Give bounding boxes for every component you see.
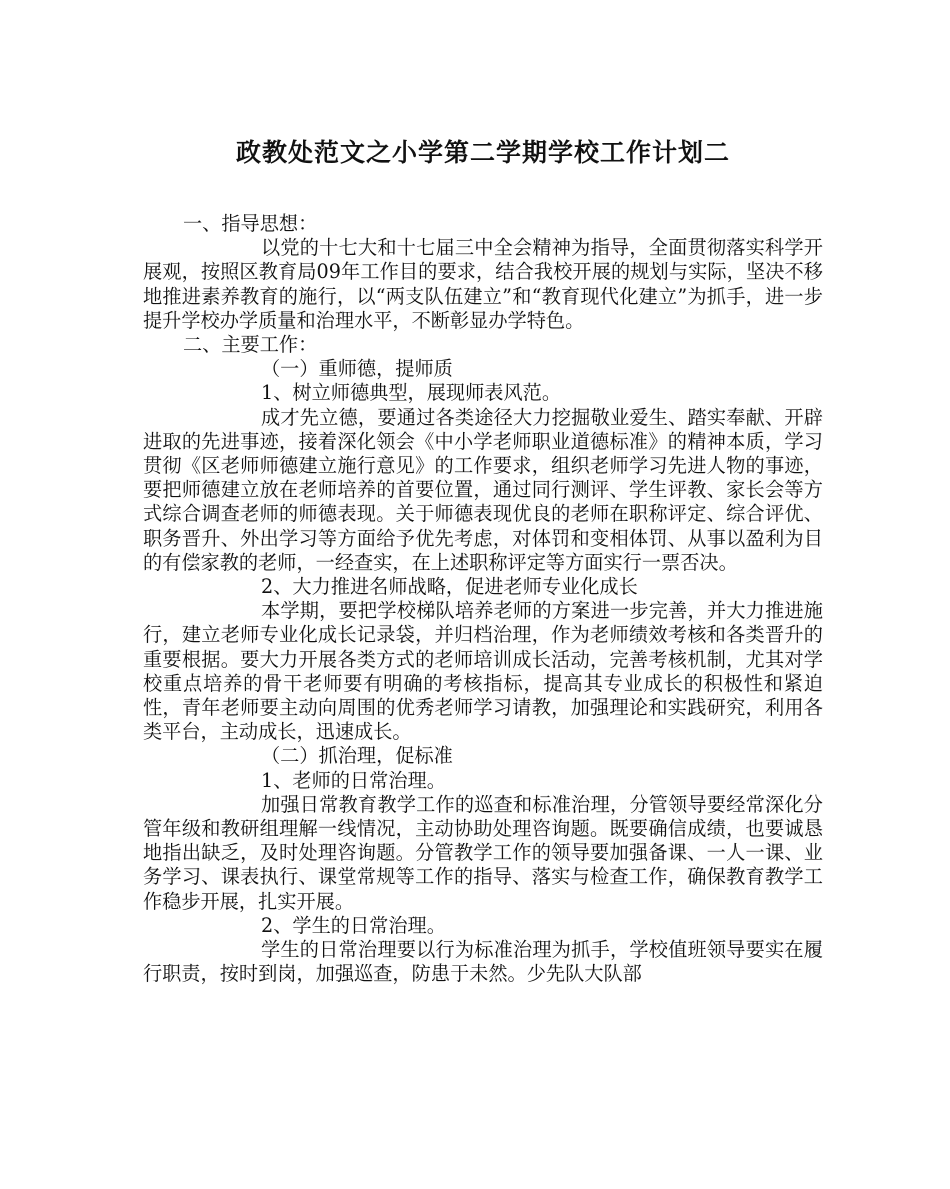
subheading-management: （二）抓治理，促标准 [261,744,453,768]
paragraph-famous-teacher-strategy: 本学期，要把学校梯队培养老师的方案进一步完善，并大力推进施行，建立老师专业化成长记录袋，并归档治理，作为老师绩效考核和各类晋升的重要根据。要大力开展各类方式的老师培训成长活动，完善考核机制，尤其对学校重点培养的骨干老师要有明确的考核指标，提高其专业成长的积极性和紧迫性，青年老师要主动向周围的优秀老师学习请教，加强理论和实践研究，利用各类平台，主动成长，迅速成长。 [143,599,823,744]
subheading-teacher-ethics: （一）重师德，提师质 [261,357,453,381]
item-heading-student-daily-management: 2、学生的日常治理。 [261,913,446,937]
document-title: 政教处范文之小学第二学期学校工作计划二 [235,138,730,167]
section-heading-guiding-ideology: 一、指导思想： [183,212,318,235]
paragraph-ethics-models: 成才先立德，要通过各类途径大力挖掘敬业爱生、踏实奉献、开辟进取的先进事迹，接着深化领会《中小学老师职业道德标准》的精神本质，学习贯彻《区老师师德建立施行意见》的工作要求，组织老师学习先进人物的事迹，要把师德建立放在老师培养的首要位置，通过同行测评、学生评教、家长会等方式综合调查老师的师德表现。关于师德表现优良的老师在职称评定、综合评优、职务晋升、外出学习等方面给予优先考虑，对体罚和变相体罚、从事以盈利为目的有偿家教的老师，一经查实，在上述职称评定等方面实行一票否决。 [143,405,823,574]
paragraph-guiding-ideology: 以党的十七大和十七届三中全会精神为指导，全面贯彻落实科学开展观，按照区教育局09年工作目的要求，结合我校开展的规划与实际，坚决不移地推进素养教育的施行，以“两支队伍建立”和“教育现代化建立”为抓手，进一步提升学校办学质量和治理水平，不断彰显办学特色。 [143,236,823,332]
paragraph-teacher-daily-management: 加强日常教育教学工作的巡查和标准治理，分管领导要经常深化分管年级和教研组理解一线情况，主动协助处理咨询题。既要确信成绩，也要诚恳地指出缺乏，及时处理咨询题。分管教学工作的领导要加强备课、一人一课、业务学习、课表执行、课堂常规等工作的指导、落实与检查工作，确保教育教学工作稳步开展，扎实开展。 [143,792,823,913]
paragraph-student-daily-management: 学生的日常治理要以行为标准治理为抓手，学校值班领导要实在履行职责，按时到岗，加强巡查，防患于未然。少先队大队部 [143,938,823,986]
item-heading-famous-teacher-strategy: 2、大力推进名师战略，促进老师专业化成长 [261,575,638,599]
document-body [143,212,823,987]
section-heading-main-work: 二、主要工作： [183,333,318,357]
item-heading-teacher-daily-management: 1、老师的日常治理。 [261,768,446,792]
item-heading-ethics-models: 1、树立师德典型，展现师表风范。 [261,381,562,405]
